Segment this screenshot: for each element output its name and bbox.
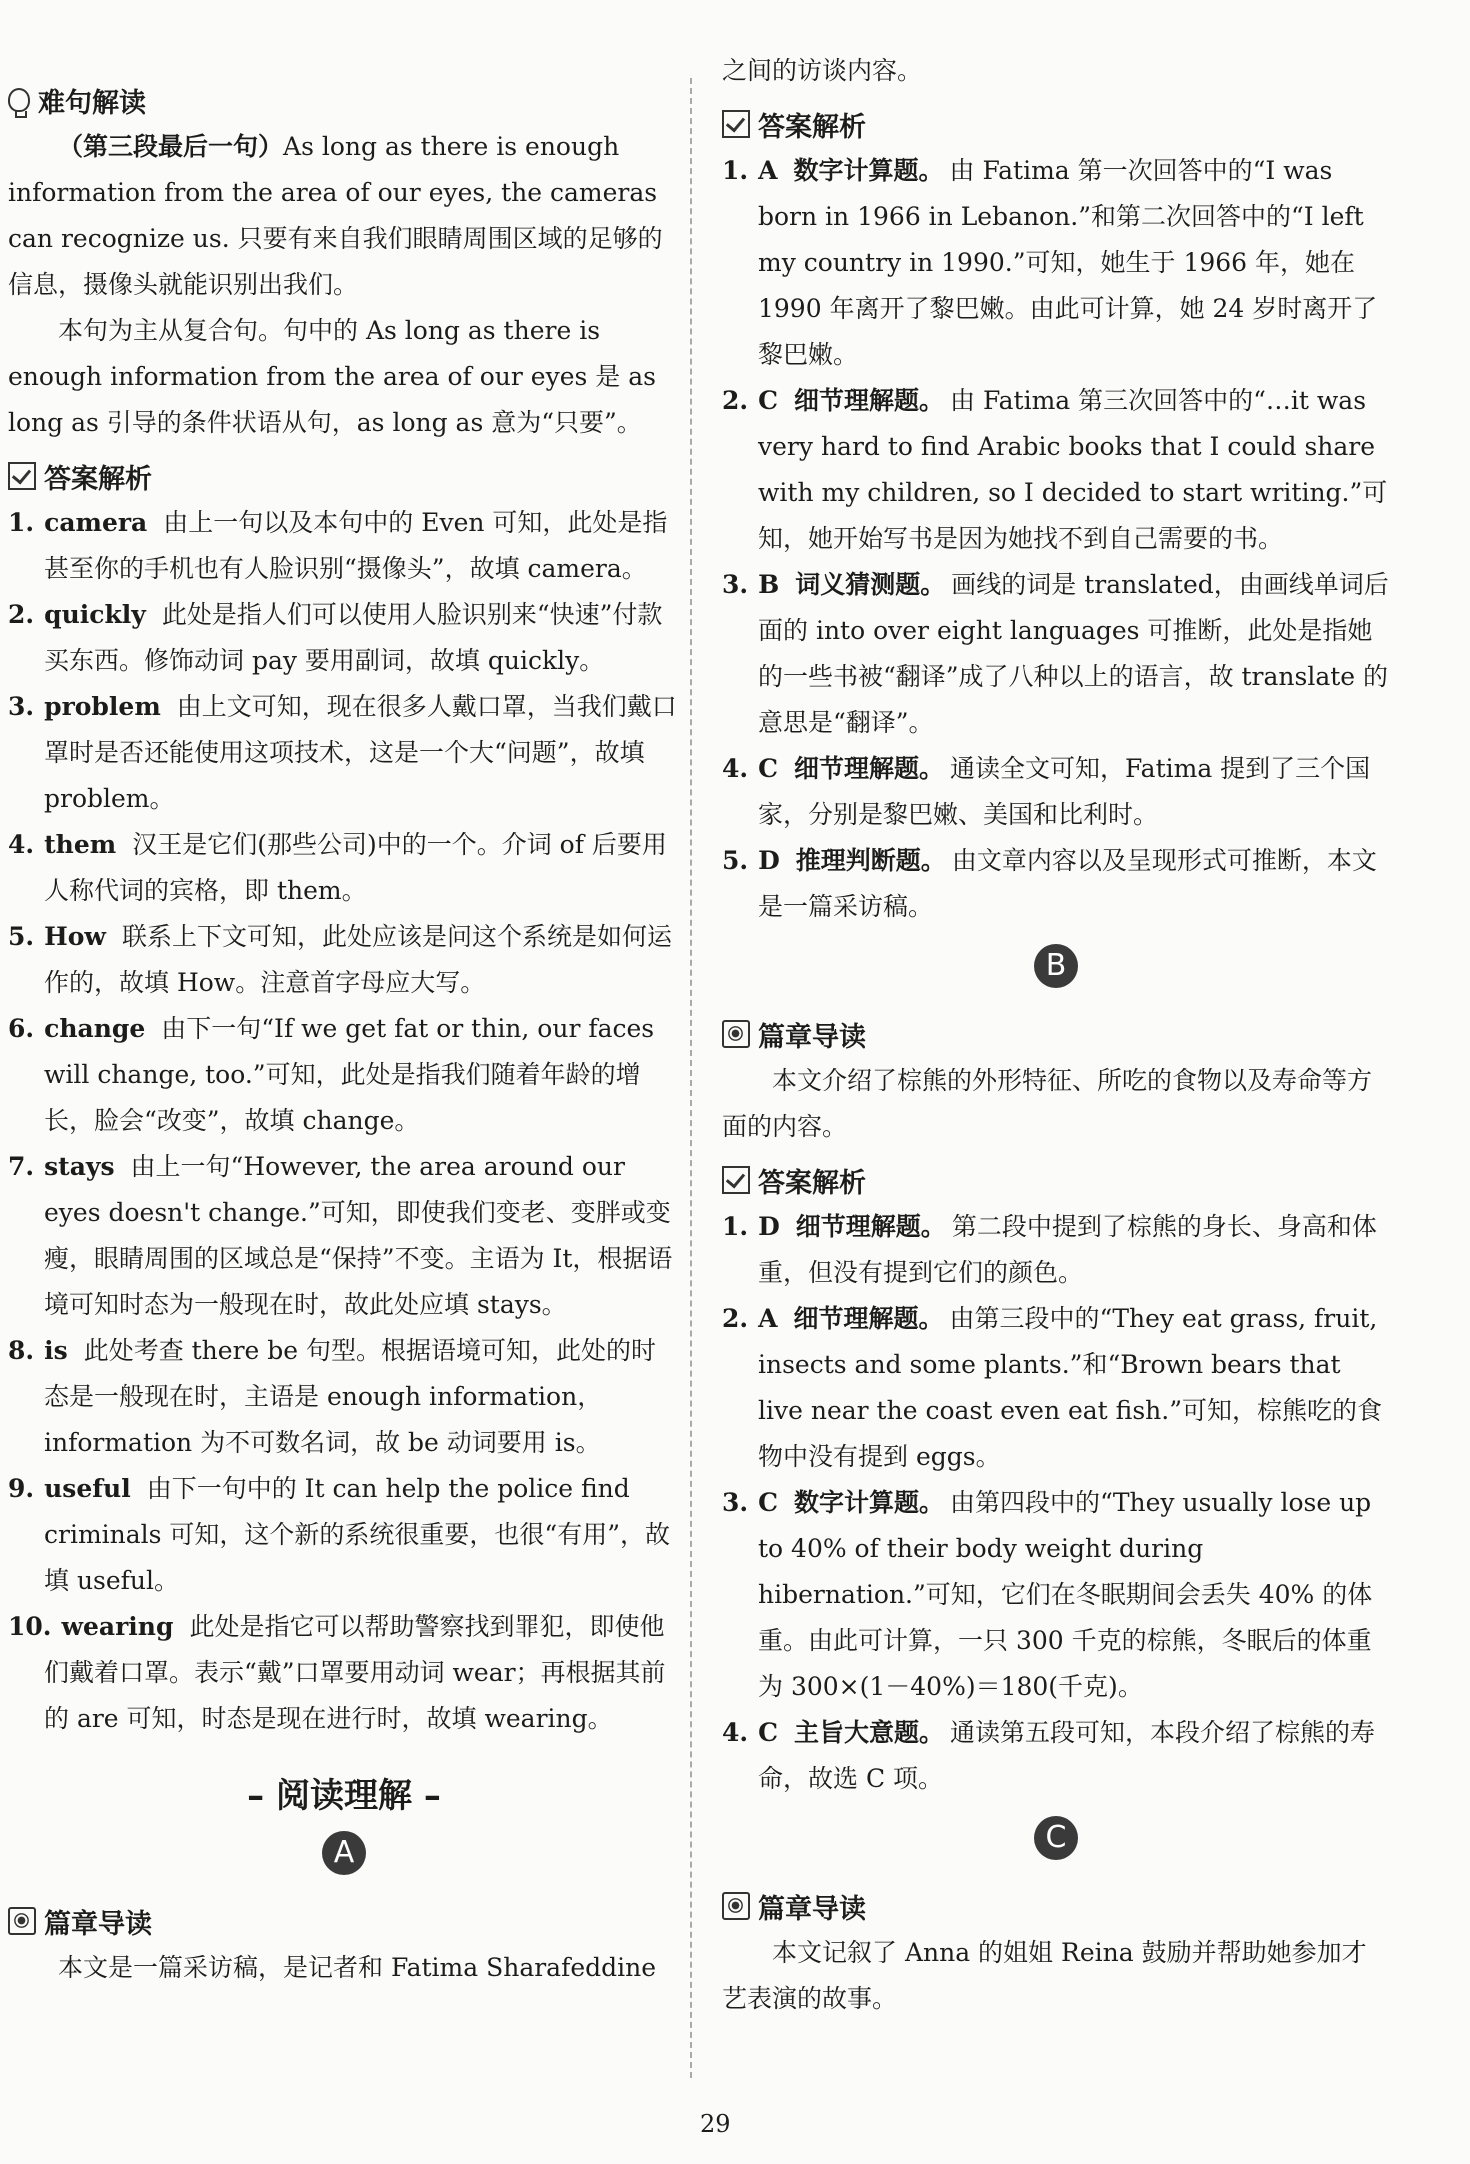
answer-explanation: 由上一句“However, the area around our eyes doesn't change.”可知，即使我们变老、变胖或变瘦，眼睛周围的区域总是“保持”不变。主语为 It，根据语境可知时态为一般现在时，故此处应填 stays。 — [44, 1152, 673, 1319]
answer-number: 5. — [722, 846, 749, 875]
answer-list-a — [722, 148, 1390, 930]
section-title: – 阅读理解 – — [247, 1776, 441, 1816]
question-type: 细节理解题。 — [794, 754, 945, 783]
guide-heading-a: 篇章导读 — [8, 1897, 680, 1945]
answer-item — [722, 746, 1390, 838]
answer-key: wearing — [61, 1612, 174, 1641]
answer-explanation: 此处考查 there be 句型。根据语境可知，此处的时态是一般现在时，主语是 enough information，information 为不可数名词，故 be 动词要用 is。 — [44, 1336, 657, 1457]
answer-key: is — [44, 1336, 68, 1365]
answer-number: 2. — [722, 1304, 749, 1333]
answer-number: 4. — [722, 754, 749, 783]
answer-item — [8, 1006, 680, 1144]
question-type: 细节理解题。 — [793, 1304, 944, 1333]
answer-list-left — [8, 500, 680, 1742]
answer-item — [722, 378, 1390, 562]
page-number: 29 — [700, 2110, 731, 2138]
answer-explanation: 联系上下文可知，此处应该是问这个系统是如何运作的，故填 How。注意首字母应大写。 — [44, 922, 672, 997]
answer-key: them — [44, 830, 117, 859]
guide-heading-b: 篇章导读 — [722, 1010, 1390, 1058]
answer-heading-a: 答案解析 — [722, 100, 1390, 148]
answer-key: camera — [44, 508, 148, 537]
answer-item — [722, 1710, 1390, 1802]
question-type: 数字计算题。 — [793, 156, 944, 185]
passage-badge-a: A — [322, 1831, 366, 1875]
passage-badge-b: B — [1034, 944, 1078, 988]
answer-explanation: 第二段中提到了棕熊的身长、身高和体重，但没有提到它们的颜色。 — [758, 1212, 1377, 1287]
checkbox-icon — [722, 110, 750, 138]
question-type: 细节理解题。 — [794, 386, 945, 415]
answer-number: 2. — [8, 600, 35, 629]
answer-heading-b: 答案解析 — [722, 1156, 1390, 1204]
question-type: 推理判断题。 — [795, 846, 946, 875]
answer-explanation: 由第三段中的“They eat grass, fruit, insects and some plants.”和“Brown bears that live near the coast even eat fish.”可知，棕熊吃的食物中没有提到 eggs。 — [758, 1304, 1383, 1471]
checkbox-icon — [8, 462, 36, 490]
answer-item — [722, 1480, 1390, 1710]
answer-item — [8, 1328, 680, 1466]
answer-list-b — [722, 1204, 1390, 1802]
answer-item — [8, 592, 680, 684]
checkbox-icon — [722, 1166, 750, 1194]
answer-number: 3. — [722, 1488, 749, 1517]
answer-key: problem — [44, 692, 161, 721]
answer-key: How — [44, 922, 106, 951]
answer-item — [8, 822, 680, 914]
answer-key: D — [758, 1212, 780, 1241]
passage-badge-c: C — [1034, 1816, 1078, 1860]
column-divider — [690, 78, 692, 2078]
answer-key: useful — [44, 1474, 131, 1503]
answer-explanation: 此处是指它可以帮助警察找到罪犯，即使他们戴着口罩。表示“戴”口罩要用动词 wear；再根据其前的 are 可知，时态是现在进行时，故填 wearing。 — [44, 1612, 666, 1733]
answer-number: 1. — [8, 508, 35, 537]
answer-number: 5. — [8, 922, 35, 951]
answer-key: D — [758, 846, 780, 875]
answer-item — [722, 1204, 1390, 1296]
answer-number: 10. — [8, 1612, 52, 1641]
question-type: 主旨大意题。 — [794, 1718, 945, 1747]
eye-icon — [8, 1907, 36, 1935]
answer-explanation: 由 Fatima 第一次回答中的“I was born in 1966 in Lebanon.”和第二次回答中的“I left my country in 1990.”可知，她生于 1966 年，她在 1990 年离开了黎巴嫩。由此可计算，她 24 岁时离开了黎巴嫩。 — [758, 156, 1378, 369]
answer-key: stays — [44, 1152, 115, 1181]
answer-item — [8, 1144, 680, 1328]
answer-key: A — [758, 1304, 778, 1333]
answer-key: C — [758, 754, 779, 783]
answer-number: 1. — [722, 156, 749, 185]
answer-item — [722, 148, 1390, 378]
answer-explanation: 由文章内容以及呈现形式可推断，本文是一篇采访稿。 — [758, 846, 1377, 921]
answer-number: 9. — [8, 1474, 35, 1503]
eye-icon — [722, 1892, 750, 1920]
answer-number: 2. — [722, 386, 749, 415]
guide-text-c: 本文记叙了 Anna 的姐姐 Reina 鼓励并帮助她参加才艺表演的故事。 — [722, 1938, 1367, 2013]
answer-explanation: 由上文可知，现在很多人戴口罩，当我们戴口罩时是否还能使用这项技术，这是一个大“问题”，故填 problem。 — [44, 692, 677, 813]
question-type: 细节理解题。 — [795, 1212, 946, 1241]
answer-explanation: 由 Fatima 第三次回答中的“…it was very hard to find Arabic books that I could share with my children, so I decided to start writing.”可知，她开始写书是因为她找不到自己需要的书。 — [758, 386, 1388, 553]
right-column — [722, 48, 1390, 2022]
answer-number: 4. — [722, 1718, 749, 1747]
answer-number: 3. — [8, 692, 35, 721]
answer-explanation: 通读第五段可知，本段介绍了棕熊的寿命，故选 C 项。 — [758, 1718, 1376, 1793]
answer-explanation: 由下一句中的 It can help the police find criminals 可知，这个新的系统很重要，也很“有用”，故填 useful。 — [44, 1474, 670, 1595]
answer-key: C — [758, 1718, 779, 1747]
answer-key: B — [758, 570, 780, 599]
answer-key: C — [758, 386, 779, 415]
difficult-sentence-paragraph: （第三段最后一句）As long as there is enough information from the area of our eyes, the cameras can recognize us. 只要有来自我们眼睛周围区域的足够的信息，摄像头就能识别出我们。 — [8, 132, 663, 299]
eye-icon — [722, 1020, 750, 1048]
answer-number: 3. — [722, 570, 749, 599]
answer-item — [8, 684, 680, 822]
answer-item — [8, 1604, 680, 1742]
difficult-explanation: 本句为主从复合句。句中的 As long as there is enough information from the area of our eyes 是 as long as 引导的条件状语从句，as long as 意为“只要”。 — [8, 316, 656, 437]
question-type: 词义猜测题。 — [795, 570, 946, 599]
answer-item — [8, 914, 680, 1006]
answer-number: 1. — [722, 1212, 749, 1241]
answer-explanation: 通读全文可知，Fatima 提到了三个国家，分别是黎巴嫩、美国和比利时。 — [758, 754, 1371, 829]
answer-explanation: 由下一句“If we get fat or thin, our faces will change, too.”可知，此处是指我们随着年龄的增长，脸会“改变”，故填 change。 — [44, 1014, 655, 1135]
answer-key: change — [44, 1014, 146, 1043]
answer-number: 8. — [8, 1336, 35, 1365]
answer-explanation: 由上一句以及本句中的 Even 可知，此处是指甚至你的手机也有人脸识别“摄像头”，故填 camera。 — [44, 508, 668, 583]
answer-item — [722, 838, 1390, 930]
lightbulb-icon — [8, 88, 30, 112]
answer-key: C — [758, 1488, 779, 1517]
answer-heading-left: 答案解析 — [8, 452, 680, 500]
continued-text: 之间的访谈内容。 — [722, 56, 923, 85]
answer-key: A — [758, 156, 778, 185]
answer-number: 7. — [8, 1152, 35, 1181]
answer-explanation: 画线的词是 translated，由画线单词后面的 into over eight languages 可推断，此处是指她的一些书被“翻译”成了八种以上的语言，故 translate 的意思是“翻译”。 — [758, 570, 1389, 737]
answer-item — [722, 562, 1390, 746]
guide-text-b: 本文介绍了棕熊的外形特征、所吃的食物以及寿命等方面的内容。 — [722, 1066, 1373, 1141]
answer-explanation: 由第四段中的“They usually lose up to 40% of their body weight during hibernation.”可知，它们在冬眠期间会丢失 40% 的体重。由此可计算，一只 300 千克的棕熊，冬眠后的体重为 300×(1－40%)＝180(千克)。 — [758, 1488, 1373, 1701]
answer-explanation: 汉王是它们(那些公司)中的一个。介词 of 后要用人称代词的宾格，即 them。 — [44, 830, 667, 905]
answer-key: quickly — [44, 600, 146, 629]
difficult-sentence-heading: 难句解读 — [8, 76, 680, 124]
answer-explanation: 此处是指人们可以使用人脸识别来“快速”付款买东西。修饰动词 pay 要用副词，故填 quickly。 — [44, 600, 663, 675]
question-type: 数字计算题。 — [794, 1488, 945, 1517]
answer-number: 4. — [8, 830, 35, 859]
guide-heading-c: 篇章导读 — [722, 1882, 1390, 1930]
left-column — [8, 70, 680, 1991]
answer-number: 6. — [8, 1014, 35, 1043]
answer-item — [722, 1296, 1390, 1480]
answer-item — [8, 1466, 680, 1604]
answer-item — [8, 500, 680, 592]
difficult-label: （第三段最后一句） — [58, 132, 284, 161]
guide-text-a: 本文是一篇采访稿，是记者和 Fatima Sharafeddine — [58, 1953, 657, 1982]
